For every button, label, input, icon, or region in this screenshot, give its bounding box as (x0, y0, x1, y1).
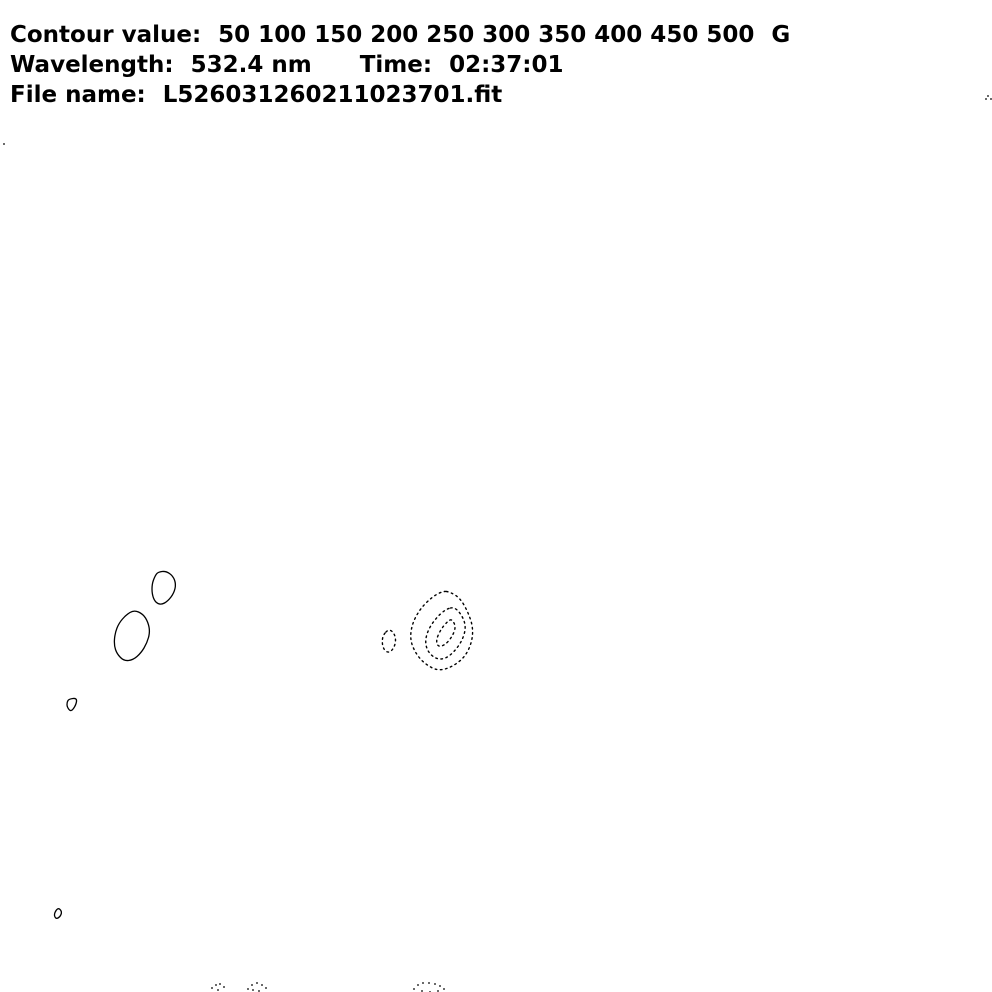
dotted-contour-outer-blob (411, 591, 473, 669)
contour-value-list: 50 100 150 200 250 300 350 400 450 500 (218, 22, 755, 48)
dotted-contour-middle-ellipse (426, 608, 465, 659)
speck-cluster-bottom-left-1 (211, 983, 225, 991)
dotted-contour-small-circle (382, 630, 395, 652)
time-value: 02:37:01 (449, 52, 564, 78)
solid-contour-tiny-loop (55, 909, 62, 919)
contour-unit: G (771, 22, 791, 48)
file-name-value: L526031260211023701.fit (162, 82, 503, 108)
file-name-label: File name: (10, 82, 146, 108)
dotted-contour-inner-loop (437, 620, 455, 646)
wavelength-label: Wavelength: (10, 52, 174, 78)
speck-left-edge (3, 143, 5, 145)
solid-contour-large-blob (114, 611, 149, 660)
time-label: Time: (359, 52, 433, 78)
wavelength-value: 532.4 nm (190, 52, 312, 78)
speck-cluster-bottom-left-2 (247, 982, 267, 992)
solid-contour-small-blob (152, 571, 175, 604)
speck-cluster-right-edge (985, 95, 992, 100)
speck-cluster-bottom-middle (413, 982, 445, 992)
solid-contour-tiny-flag (67, 698, 77, 710)
contour-value-label: Contour value: (10, 22, 202, 48)
